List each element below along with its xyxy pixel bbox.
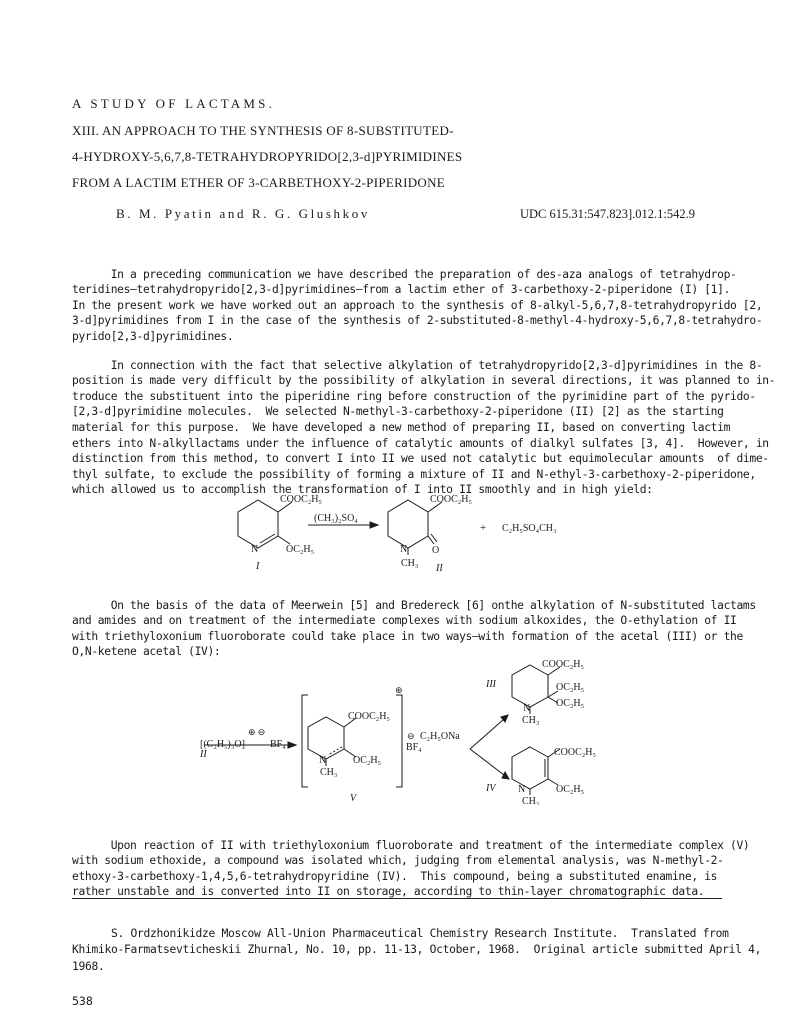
double-bond-I [260, 534, 275, 543]
label-oet1-III: OC₂H₅ [556, 682, 585, 693]
label-reagent-dms: (CH₃)₂SO₄ [314, 513, 358, 524]
p2-line: position is made very difficult by the possibility of alkylation in several directions, it was planned to in- [72, 374, 776, 388]
label-alkoxide: C₂H₅ONa [420, 731, 460, 742]
label-ch3-V: CH₃ [320, 767, 338, 778]
footnote-line: 1968. [72, 959, 105, 973]
p1-line: teridines—tetrahydropyrido[2,3-d]pyrimidines—from a lactim ether of 3-carbethoxy-2-piperidone (I) [1]. [72, 283, 731, 297]
label-start-II: II [200, 749, 207, 760]
label-oet-V: OC₂H₅ [353, 755, 382, 766]
label-compound-II: II [436, 563, 443, 574]
p2-line: which allowed us to accomplish the transformation of I into II smoothly and in high yield: [72, 483, 653, 497]
p1-line: In a preceding communication we have described the preparation of des-aza analogs of tetrahydrop- [72, 267, 737, 281]
label-anion-charge: ⊖ [407, 731, 415, 741]
p2-line: [2,3-d]pyrimidine molecules. We selected N-methyl-3-carbethoxy-2-piperidone (II) [2] as the starting [72, 405, 724, 419]
footnote [72, 909, 761, 992]
label-cooet-II: COOC₂H₅ [430, 494, 472, 505]
reaction-scheme-2 [190, 655, 620, 805]
bond-oet-I [278, 536, 290, 544]
label-cooet-I: COOC₂H₅ [280, 494, 322, 505]
authors: B. M. Pyatin and R. G. Glushkov [116, 206, 370, 221]
p2-line: ethers into N-alkyllactams under the influence of catalytic amounts of dialkyl sulfates [3, 4]. However, in [72, 436, 769, 450]
label-oet-I: OC₂H₅ [286, 544, 315, 555]
footnote-line: Khimiko-Farmatsevticheskii Zhurnal, No. 10, pp. 11-13, October, 1968. Original article submitted April 4, [72, 943, 762, 956]
ring-I [238, 500, 278, 548]
label-o-II: O [432, 545, 440, 556]
p4-line: rather unstable and is converted into II on storage, according to thin-layer chromatographic data. [72, 885, 705, 899]
arrow-head-2 [288, 742, 296, 748]
page-number: 538 [72, 994, 93, 1008]
p1-line: In the present work we have worked out an approach to the synthesis of 8-alkyl-5,6,7,8-tetrahydropyrido [2, [72, 298, 763, 312]
paragraph-4 [72, 822, 749, 916]
p4-line: ethoxy-3-carbethoxy-1,4,5,6-tetrahydropyridine (IV). This compound, being a substituted enamine, is [72, 869, 718, 883]
label-ch3-II: CH₃ [401, 558, 419, 569]
arrow-to-IV [470, 749, 504, 775]
p4-line: Upon reaction of II with triethyloxonium fluoroborate and treatment of the intermediate complex (V) [72, 838, 750, 852]
label-oet2-III: OC₂H₅ [556, 698, 585, 709]
footnote-divider [72, 898, 722, 899]
label-n-I: N [251, 544, 259, 555]
label-reagent-oxonium: [(C₂H₅)₃O] [200, 739, 245, 750]
p2-line: troduce the substituent into the piperidine ring before construction of the pyrimidine part of the pyrido- [72, 389, 756, 403]
p3-line: with triethyloxonium fluoroborate could take place in two ways—with formation of the acetal (III) or the [72, 629, 743, 643]
p3-line: and amides and on treatment of the intermediate complexes with sodium alkoxides, the O-ethylation of II [72, 614, 737, 628]
p2-line: material for this purpose. We have developed a new method of preparing II, based on converting lactim [72, 420, 731, 434]
label-oet-IV: OC₂H₅ [556, 784, 585, 795]
arrow-head-1 [370, 522, 378, 528]
ring-IV [512, 747, 548, 789]
label-ch3-III: CH₃ [522, 715, 540, 726]
ring-V [308, 717, 344, 759]
footnote-line: S. Ordzhonikidze Moscow All-Union Pharmaceutical Chemistry Research Institute. Translated from [72, 926, 729, 940]
label-compound-III: III [486, 679, 496, 690]
title-line-3: FROM A LACTIM ETHER OF 3-CARBETHOXY-2-PIPERIDONE [72, 175, 445, 190]
label-charge-V: ⊕ [395, 685, 403, 695]
label-compound-I: I [256, 561, 260, 572]
label-n-V: N [319, 755, 327, 766]
p1-line: 3-d]pyrimidines from I in the case of the synthesis of 2-substituted-8-methyl-4-hydroxy-5,6,7,8-tetrahydro- [72, 314, 763, 328]
label-reagent-bf4: BF₄ [270, 739, 286, 750]
reaction-scheme-1 [220, 492, 640, 574]
paragraph-2 [72, 342, 775, 514]
p2-line: In connection with the fact that selective alkylation of tetrahydropyrido[2,3-d]pyrimidines in the 8- [72, 358, 763, 372]
label-ch3-IV: CH₃ [522, 796, 540, 805]
series-title: A STUDY OF LACTAMS. [72, 96, 276, 111]
label-compound-V: V [350, 793, 357, 804]
bracket-right [396, 695, 402, 787]
p1-line: pyrido[2,3-d]pyrimidines. [72, 329, 234, 343]
label-byproduct: C₂H₅SO₄CH₃ [502, 523, 557, 534]
arrow-to-III [470, 719, 504, 749]
bracket-left [302, 695, 308, 787]
label-n-IV: N [518, 784, 526, 795]
label-anion-bf4: BF₄ [406, 742, 422, 753]
title-line-1: XIII. AN APPROACH TO THE SYNTHESIS OF 8-SUBSTITUTED- [72, 123, 454, 138]
label-n-III: N [523, 703, 531, 714]
ring-II [388, 500, 428, 548]
p3-line: On the basis of the data of Meerwein [5] and Bredereck [6] onthe alkylation of N-substituted lactams [72, 598, 756, 612]
udc-code: UDC 615.31:547.823].012.1:542.9 [520, 207, 695, 221]
arrow-head-IV [502, 772, 509, 779]
label-n-II: N [400, 544, 408, 555]
p3-line: O,N-ketene acetal (IV): [72, 645, 221, 659]
label-cooet-V: COOC₂H₅ [348, 711, 390, 722]
ring-III [512, 665, 548, 707]
label-reagent-charges: ⊕ ⊖ [248, 727, 266, 737]
label-cooet-IV: COOC₂H₅ [554, 747, 596, 758]
title-line-2: 4-HYDROXY-5,6,7,8-TETRAHYDROPYRIDO[2,3-d]PYRIMIDINES [72, 149, 463, 164]
label-compound-IV: IV [486, 783, 496, 794]
label-plus: + [480, 522, 487, 534]
p2-line: distinction from this method, to convert I into II we used not catalytic but equimolecular amounts of dime- [72, 452, 769, 466]
p4-line: with sodium ethoxide, a compound was isolated which, judging from elemental analysis, was N-methyl-2- [72, 854, 724, 868]
p2-line: thyl sulfate, to exclude the possibility of forming a mixture of II and N-ethyl-3-carbethoxy-2-piperidone, [72, 467, 756, 481]
label-cooet-III: COOC₂H₅ [542, 659, 584, 670]
